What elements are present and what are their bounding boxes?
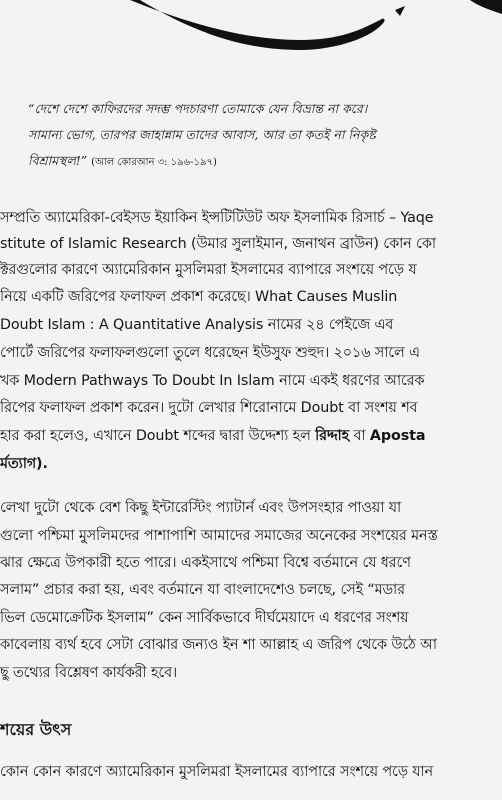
body-line: কাবেলায় ব্যর্থ হবে সেটা বোঝার জন্যও ইন শা আল্লাহ এ জরিপ থেকে উঠে আ (0, 637, 437, 653)
body-line: stitute of Islamic Research (উমার সুলাইমান, জনাথন ব্রাউন) কোন কো (0, 236, 436, 252)
body-line (0, 424, 425, 448)
body-line: ঝার ক্ষেত্রে উপকারী হতে পারে। একইসাথে পশ্চিমা বিশ্বে বর্তমানে যে ধরণে (0, 555, 411, 571)
body-line: ভিল ডেমোক্রেটিক ইসলাম” কেন সার্বিকভাবে দীর্ঘমেয়াদে এ ধরণের সংশয় (0, 610, 409, 626)
decorative-swoosh (0, 0, 502, 80)
body-line: গুলো পশ্চিমা মুসলিমদের পাশাপাশি আমাদের সমাজের অনেকের সংশয়ের মনস্ত (0, 528, 438, 544)
term-apostasy: Aposta (369, 428, 426, 444)
body-line: রিপের ফলাফল প্রকাশ করেন। দুটো লেখার শিরোনামে Doubt বা সংশয় শব (0, 400, 418, 416)
body-text: হার করা হলেও, এখানে Doubt শব্দের দ্বারা উদ্দেশ্য হল (0, 428, 316, 444)
term-riddah: রিদ্দাহ (315, 428, 349, 444)
body-line: পোর্টে জরিপের ফলাফলগুলো তুলে ধরেছেন ইউসুফ শুহুদ। ২০১৬ সালে এ (0, 345, 420, 361)
body-line: সম্প্রতি অ্যামেরিকা-বেইসড ইয়াকিন ইন্সটিটিউট অফ ইসলামিক রিসার্চ – Yaqe (0, 210, 434, 226)
quote-reference: (আল কোরআন ৩: ১৯৬-১৯৭) (91, 157, 217, 168)
body-line: সলাম” প্রচার করা হয়, এবং বর্তমানে যা বাংলাদেশেও চলছে, সেই “মডার (0, 582, 405, 598)
body-line: নিয়ে একটি জরিপের ফলাফল প্রকাশ করেছে। What Causes Muslin (0, 289, 398, 305)
body-line: ছু তথ্যের বিশ্লেষণ কার্যকরী হবে। (0, 665, 178, 681)
body-line: খক Modern Pathways To Doubt In Islam নামে একই ধরণের আরেক (0, 373, 425, 389)
body-line: ক্টরগুলোর কারণে অ্যামেরিকান মুসলিমরা ইসলামের ব্যাপারে সংশয়ে পড়ে য (0, 262, 417, 278)
quote-text: বিশ্রামস্থল!” (28, 153, 88, 168)
body-line: Doubt Islam : A Quantitative Analysis নামের ২৪ পেইজে এব (0, 317, 394, 333)
body-text: বা (348, 428, 370, 444)
section-heading: শয়ের উৎস (0, 720, 72, 739)
body-line: লেখা দুটো থেকে বেশ কিছু ইন্টারেস্টিং প্যাটার্ন এবং উপসংহার পাওয়া যা (0, 500, 401, 516)
body-line: র্মত্যাগ). (0, 456, 48, 472)
body-line: কোন কোন কারণে অ্যামেরিকান মুসলিমরা ইসলামের ব্যাপারে সংশয়ে পড়ে যান (0, 764, 433, 780)
quote-line: সামান্য ভোগ, তারপর জাহান্নাম তাদের আবাস, আর তা কতই না নিকৃষ্ট (28, 127, 376, 142)
quote-line: “দেশে দেশে কাফিরদের সদম্ভ পদচারণা তোমাকে যেন বিভ্রান্ত না করে। (28, 101, 368, 116)
epigraph-quote (28, 96, 502, 176)
quote-line (28, 148, 502, 176)
